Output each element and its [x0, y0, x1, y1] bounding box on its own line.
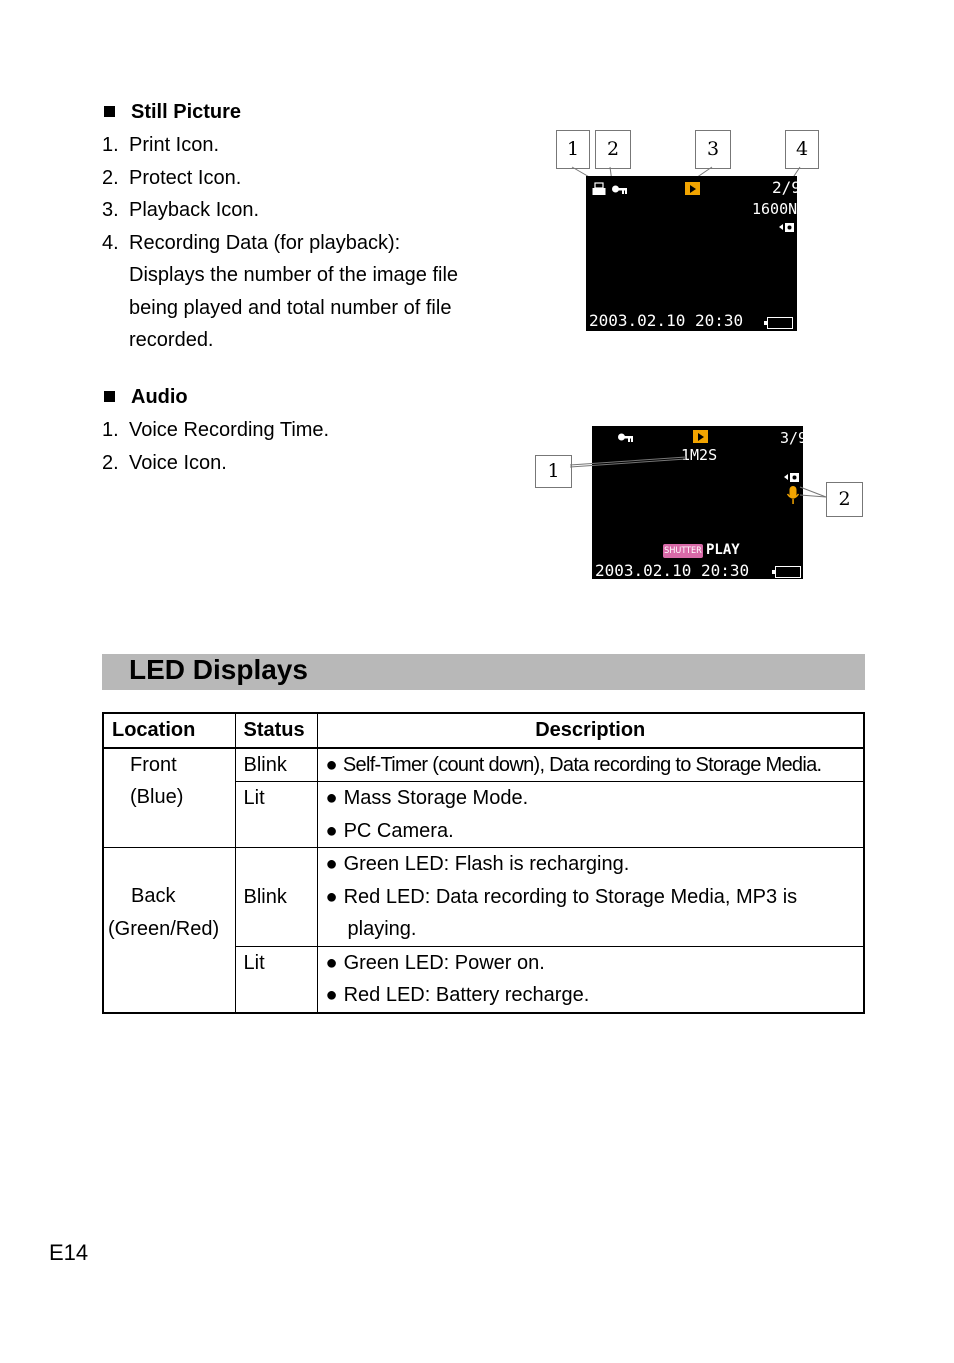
- recording-time-label: 1M2S: [681, 446, 718, 464]
- callout-1: 1: [535, 455, 572, 488]
- header-status: Status: [235, 713, 317, 748]
- playback-icon: [693, 430, 708, 443]
- image-count: 2/9: [772, 178, 801, 197]
- playback-icon: [685, 182, 700, 195]
- led-displays-section-bar: [102, 654, 865, 690]
- battery-icon: [767, 317, 793, 329]
- location-front: Front (Blue): [103, 748, 235, 848]
- description-cell: ● Self-Timer (count down), Data recording to Storage Media.: [317, 748, 864, 782]
- callout-1: 1: [556, 130, 590, 169]
- status-cell: Blink: [235, 848, 317, 947]
- list-item: 4. Recording Data (for playback): Displays the number of the image file being played and total number of file recorded.: [102, 231, 459, 351]
- list-item: 1. Print Icon.: [102, 134, 220, 156]
- status-cell: Blink: [235, 748, 317, 782]
- shutter-button-label: SHUTTER: [664, 546, 702, 556]
- square-bullet-icon: [104, 106, 115, 117]
- datetime-label: 2003.02.10 20:30: [595, 561, 750, 580]
- table-row: [103, 748, 864, 782]
- callout-3: 3: [695, 130, 731, 169]
- callout-2: 2: [595, 130, 631, 169]
- camera-mode-icon: [779, 221, 795, 233]
- resolution-label: 1600N: [752, 200, 798, 218]
- table-header-row: [103, 713, 864, 748]
- header-description: Description: [317, 713, 864, 748]
- list-item: 3. Playback Icon.: [102, 199, 260, 221]
- square-bullet-icon: [104, 391, 115, 402]
- file-count: 3/9: [780, 429, 808, 447]
- description-cell: ● Green LED: Flash is recharging. ● Red LED: Data recording to Storage Media, MP3 is playing.: [317, 848, 864, 947]
- list-item: 1. Voice Recording Time.: [102, 419, 330, 441]
- location-back: Back (Green/Red): [103, 848, 235, 1013]
- section-title: LED Displays: [129, 654, 308, 685]
- led-table: [102, 712, 865, 1014]
- still-picture-heading: Still Picture: [104, 101, 241, 124]
- audio-heading: Audio: [104, 386, 188, 409]
- still-picture-list: [102, 129, 532, 357]
- protect-key-icon: [611, 184, 627, 195]
- lcd-screen: [586, 176, 801, 331]
- protect-key-icon: [617, 432, 633, 443]
- description-cell: ● Green LED: Power on. ● Red LED: Battery recharge.: [317, 946, 864, 1013]
- callout-leader-lines: [560, 445, 870, 505]
- datetime-label: 2003.02.10 20:30: [589, 311, 744, 330]
- header-location: Location: [103, 713, 235, 748]
- play-label: PLAY: [706, 542, 740, 558]
- battery-icon: [775, 566, 801, 578]
- callout-4: 4: [785, 130, 819, 169]
- table-row: [103, 848, 864, 947]
- status-cell: Lit: [235, 782, 317, 848]
- page-number: E14: [49, 1240, 89, 1265]
- callout-2: 2: [826, 482, 863, 517]
- print-icon: [592, 183, 606, 196]
- description-cell: ● Mass Storage Mode. ● PC Camera.: [317, 782, 864, 848]
- list-item: 2. Voice Icon.: [102, 451, 227, 474]
- list-item: 2. Protect Icon.: [102, 166, 242, 189]
- audio-list: [102, 414, 502, 479]
- status-cell: Lit: [235, 946, 317, 1013]
